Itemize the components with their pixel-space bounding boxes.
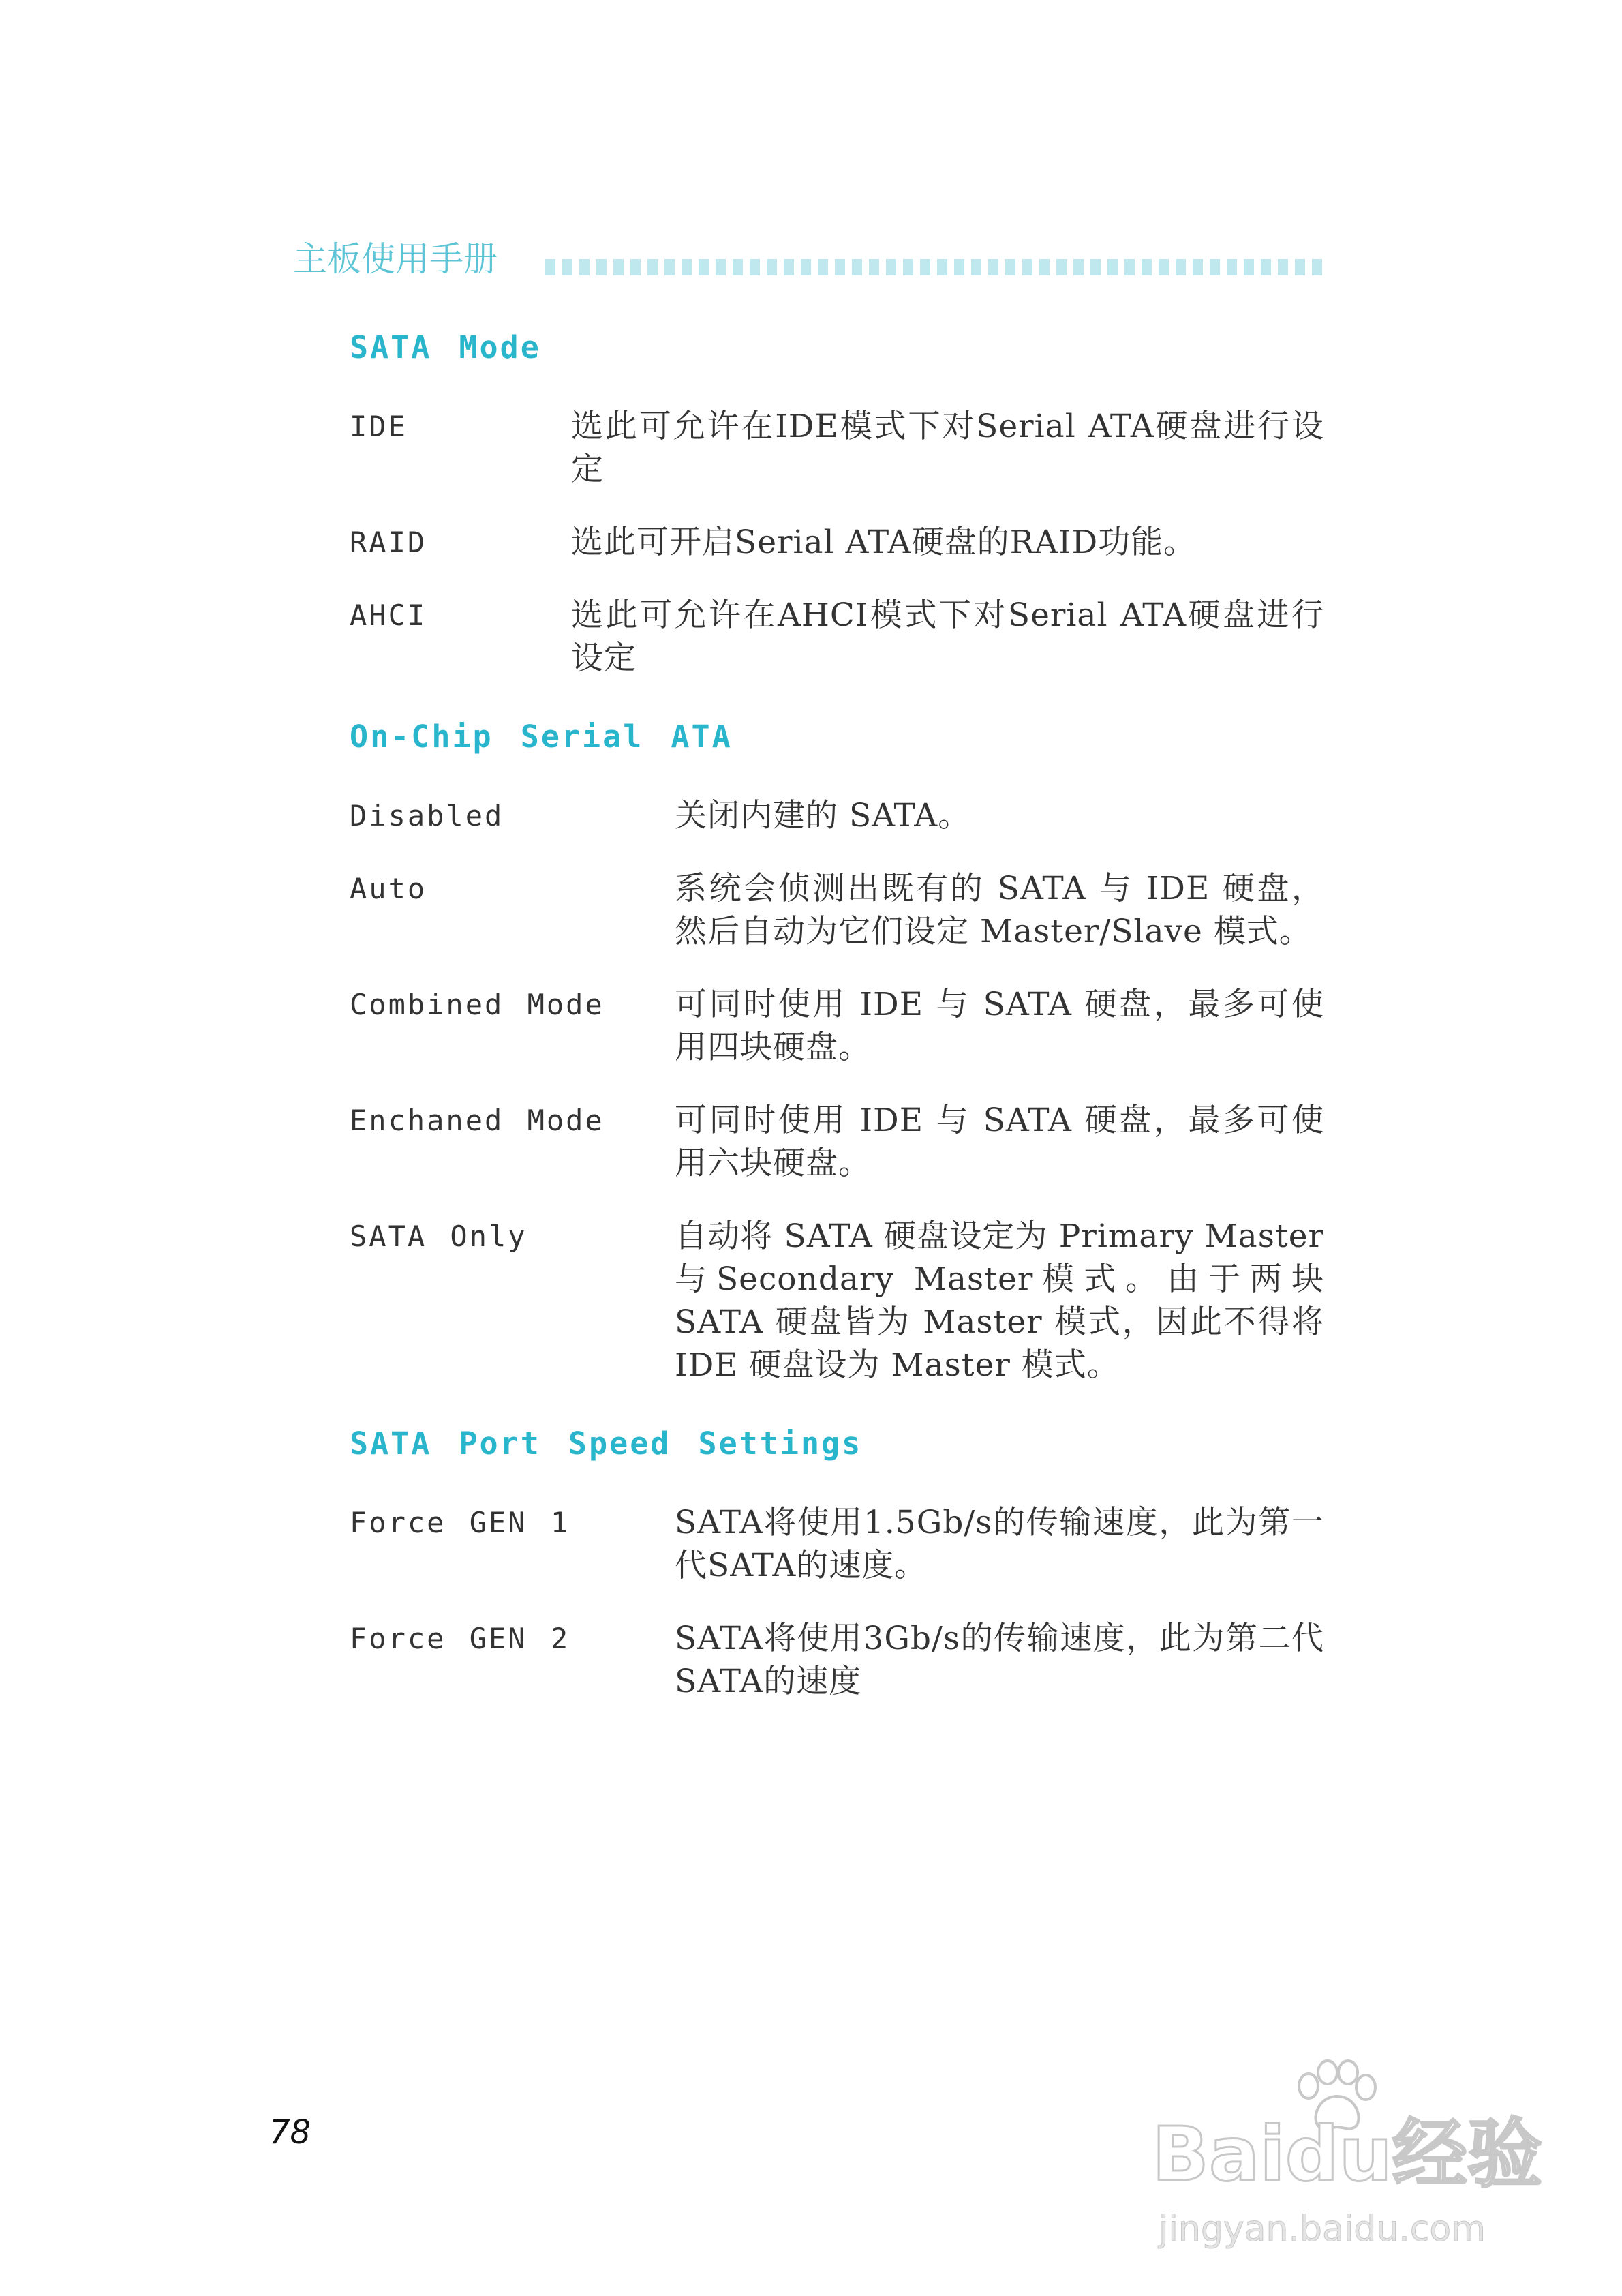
option-label: Force GEN 2 [350,1622,570,1655]
section-heading: SATA Port Speed Settings [350,1425,863,1462]
option-description: 选此可允许在AHCI模式下对Serial ATA硬盘进行设定 [571,596,1324,677]
option-label: Enchaned Mode [350,1104,605,1137]
option-description: SATA将使用1.5Gb/s的传输速度，此为第一代SATA的速度。 [675,1504,1324,1584]
document-body [350,320,1324,1703]
header-dotted-rule [545,259,1329,275]
option-label: Combined Mode [350,988,605,1021]
option-label: SATA Only [350,1220,527,1253]
option-description: 自动将 SATA 硬盘设定为 Primary Master 与Secondary Master模式。由于两块 SATA 硬盘皆为 Master 模式，因此不得将 IDE 硬盘设为 Master 模式。 [675,1218,1324,1384]
section-heading: On-Chip Serial ATA [350,719,733,755]
option-list [350,1501,1324,1703]
section-sata-port-speed-settings [350,1417,1324,1703]
watermark-url: jingyan.baidu.com [1159,2209,1486,2250]
option-row [350,405,1324,491]
option-label: AHCI [350,599,427,632]
baidu-jingyan-watermark [1152,2059,1542,2263]
option-label: RAID [350,526,427,559]
option-row [350,1617,1324,1703]
option-label: IDE [350,410,408,443]
option-description: 关闭内建的 SATA。 [675,797,971,834]
option-label: Force GEN 1 [350,1506,570,1539]
section-heading: SATA Mode [350,329,541,365]
option-description: 可同时使用 IDE 与 SATA 硬盘，最多可使用六块硬盘。 [675,1102,1324,1182]
option-description: 选此可开启Serial ATA硬盘的RAID功能。 [571,524,1197,561]
option-row [350,1099,1324,1185]
option-row [350,594,1324,680]
option-row [350,794,1324,837]
option-description: 可同时使用 IDE 与 SATA 硬盘，最多可使用四块硬盘。 [675,986,1324,1066]
option-label: Auto [350,872,427,905]
option-list [350,794,1324,1387]
page-header [293,232,1329,286]
option-row [350,521,1324,564]
option-description: 选此可允许在IDE模式下对Serial ATA硬盘进行设定 [571,408,1324,488]
page-number: 78 [269,2113,311,2151]
option-description: SATA将使用3Gb/s的传输速度，此为第二代SATA的速度 [675,1620,1324,1700]
section-on-chip-serial-ata [350,710,1324,1387]
option-label: Disabled [350,799,504,832]
option-row [350,1501,1324,1587]
option-row [350,983,1324,1069]
option-row [350,867,1324,953]
header-title: 主板使用手册 [293,239,498,279]
option-list [350,405,1324,680]
option-description: 系统会侦测出既有的 SATA 与 IDE 硬盘，然后自动为它们设定 Master/Slave 模式。 [675,870,1324,950]
watermark-brand: Baidu经验 [1152,2111,1542,2198]
option-row [350,1215,1324,1387]
section-sata-mode [350,320,1324,680]
